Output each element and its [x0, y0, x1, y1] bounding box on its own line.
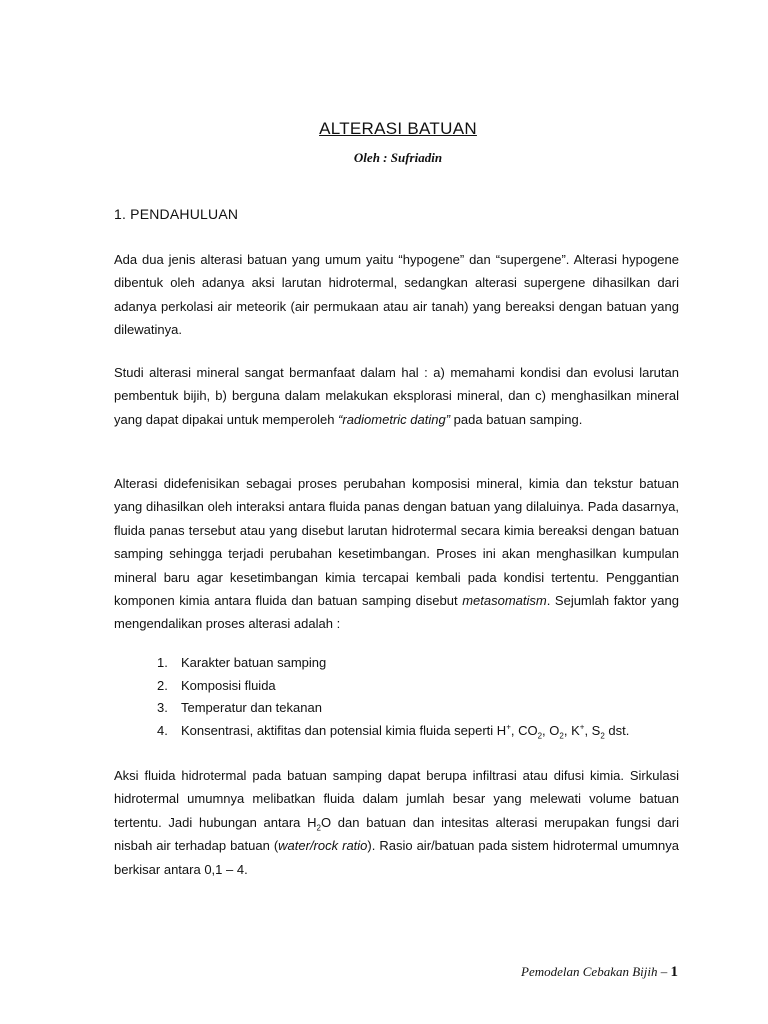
chem-h: H [496, 722, 507, 738]
list-item-number: 1. [157, 655, 168, 670]
chem-h2o-sub: 2 [316, 823, 321, 833]
chem-s2: S [591, 722, 601, 738]
paragraph-definition [114, 472, 679, 636]
list-item-tail: dst. [608, 722, 630, 738]
chem-k-charge: + [579, 722, 585, 732]
chem-co2: CO [518, 722, 538, 738]
list-item-number: 2. [157, 677, 168, 693]
paragraph-intro: Ada dua jenis alterasi batuan yang umum yaitu “hypogene” dan “supergene”. Alterasi hypogene dibentuk oleh adanya aksi larutan hidrotermal, sedangkan alterasi supergene dihasilkan dari adanya perkolasi air meteorik (air permukaan atau air tanah) yang bereaksi dengan batuan yang dilewatinya. [114, 252, 679, 338]
chem-s2-sub: 2 [600, 731, 605, 741]
document-title: ALTERASI BATUAN [319, 119, 477, 138]
paragraph-fluid-tail: ). Rasio air/batuan pada sistem hidrotermal umumnya berkisar antara 0,1 – 4. [114, 838, 679, 877]
list-item [157, 652, 629, 675]
page-number: 1 [670, 964, 678, 980]
paragraph-fluid-action [114, 764, 679, 881]
factor-list [157, 652, 629, 742]
chem-o2: O [549, 722, 560, 738]
paragraph-fluid-mid: O dan batuan dan intesitas alterasi merupakan fungsi dari nisbah air terhadap batuan ( [114, 814, 679, 854]
chem-k: K [571, 722, 580, 738]
section-heading: 1. PENDAHULUAN [114, 206, 239, 222]
list-item: 4. Konsentrasi, aktifitas dan potensial kimia fluida seperti H+, $CO_2$, $O_2$, K+, $S_2$ dst. [157, 720, 629, 743]
paragraph-study-tail: pada batuan samping. [450, 411, 583, 427]
list-item-text: Konsentrasi, aktifitas dan potensial kimia fluida seperti [181, 722, 494, 738]
chem-h-charge: + [506, 722, 511, 732]
list-item-number: 4. [157, 722, 168, 738]
chem-o2-sub: 2 [559, 731, 564, 741]
list-item [157, 697, 629, 720]
chem-co2-sub: 2 [537, 731, 543, 741]
list-item-text: Karakter batuan samping [181, 655, 327, 670]
italic-term-metasomatism: metasomatism [462, 593, 547, 609]
page-footer [521, 964, 678, 981]
paragraph-definition-tail: . Sejumlah faktor yang mengendalikan proses alterasi adalah : [114, 593, 679, 632]
italic-term-water-rock-ratio: water/rock ratio [278, 838, 368, 854]
italic-term-radiometric-dating: “radiometric dating” [338, 411, 451, 427]
paragraph-definition-text: Alterasi didefenisikan sebagai proses perubahan komposisi mineral, kimia dan tekstur batuan yang dihasilkan oleh interaksi antara fluida panas dengan batuan yang dilaluinya. Pada dasarnya, fluida panas tersebut atau yang disebut larutan hidrotermal secara kimia bereaksi dengan batuan samping sehingga terjadi perubahan kesetimbangan. Proses ini akan menghasilkan kumpulan mineral baru agar kesetimbangan kimia tercapai kembali pada kondisi tertentu. Penggantian komponen kimia antara fluida dan batuan samping disebut [114, 476, 679, 609]
paragraph-study-text: Studi alterasi mineral sangat bermanfaat dalam hal : a) memahami kondisi dan evolusi larutan pembentuk bijih, b) berguna dalam melakukan eksplorasi mineral, dan c) menghasilkan mineral yang dapat dipakai untuk memperoleh [114, 365, 679, 427]
list-item-number: 3. [157, 700, 168, 716]
list-item-text: Komposisi fluida [181, 677, 276, 693]
author-byline: Oleh : Sufriadin [353, 150, 443, 165]
paragraph-fluid-text: Aksi fluida hidrotermal pada batuan samping dapat berupa infiltrasi atau difusi kimia. Sirkulasi hidrotermal umumnya melibatkan fluida dalam jumlah besar yang melewati volume batuan tertentu. Jadi hubungan antara H [114, 768, 679, 830]
footer-running-title: Pemodelan Cebakan Bijih – [521, 964, 668, 979]
list-item [157, 675, 629, 698]
list-item-text: Temperatur dan tekanan [181, 700, 322, 716]
paragraph-study [114, 361, 679, 431]
